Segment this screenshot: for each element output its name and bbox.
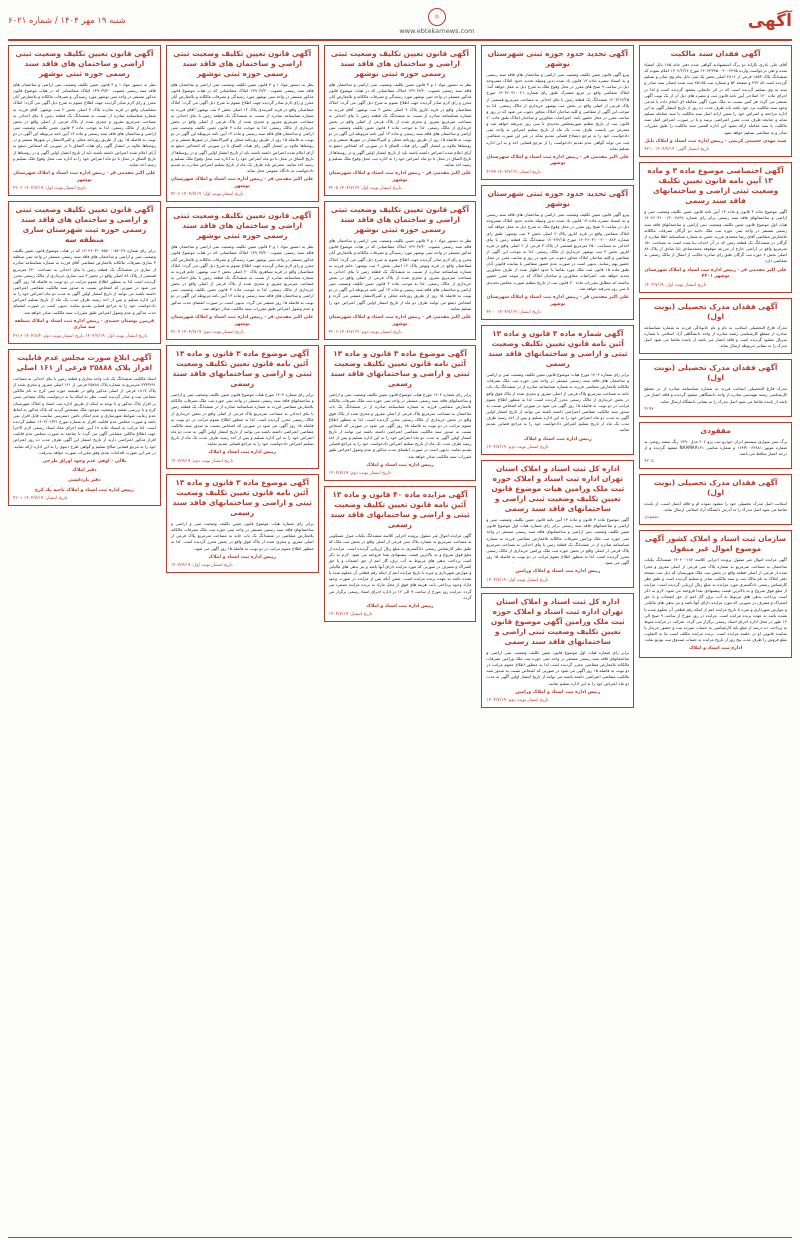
- ad-signature: علی اکبر مقدمی فر - رییس اداره ثبت اسناد و املاک شهرستان نوشهر: [328, 170, 472, 183]
- classified-ad[interactable]: [639, 162, 792, 293]
- ad-extra-signer: دفتر بازداشتی: [68, 478, 101, 484]
- classifieds-column: [639, 45, 792, 1237]
- ad-title: آگهی قانون تعیین تکلیف وضعیت ثبتی اراضی و ساختمان های فاقد سند رسمی حوزه ثبتی نوشهر: [173, 211, 312, 241]
- ad-signature: رییس اداره ثبت اسناد و املاک: [208, 450, 276, 456]
- ad-title: مفقودی: [700, 425, 731, 435]
- classified-ad[interactable]: [639, 45, 792, 157]
- ad-signature: رییس اداره ثبت اسناد و املاک: [366, 603, 434, 609]
- ad-title: آگهی قانون تعیین تکلیف وضعیت ثبتی اراضی و ساختمان های فاقد سند رسمی حوزه ثبتی نوشهر: [15, 49, 154, 78]
- ad-signature: رییس اداره ثبت اسناد و املاک: [524, 436, 592, 442]
- classifieds-column: [8, 45, 161, 1237]
- classified-ad[interactable]: [166, 345, 319, 469]
- classified-ad[interactable]: [639, 298, 792, 355]
- ad-signature: علی اکبر مقدمی فر - رییس اداره ثبت اسناد و املاک شهرستان نوشهر: [328, 314, 472, 327]
- ad-signature: علی اکبر مقدمی فر - رییس اداره ثبت اسناد و املاک شهرستان نوشهر: [171, 177, 314, 189]
- ad-body: برابر رای شماره ۱۴۰۴ مورخ هیات موضوع قانون تعیین تکلیف وضعیت ثبتی و اراضی و ساختمان های فاقد سند رسمی مستقر در واحد ثبتی حوزه ثبت ملک تصرفات مالکانه بلامعارض متقاضی فرزند به شماره شناسنامه صادره از در ششدانگ یک باب خانه به مساحت مترمربع پلاک فرعی از اصلی مفروز و مجزی شده از پلاک فوق واقع در بخش خریداری از مالک رسمی محرز گردیده است. لذا به منظور اطلاع عموم مراتب در دو نوبت به فاصله ۱۵ روز آگهی می شود در صورتی که اشخاص نسبت به صدور سند مالکیت متقاضی اعتراضی داشته باشند می توانند از تاریخ انتشار اولین آگهی به مدت دو ماه اعتراض خود را به این اداره تسلیم و پس از اخذ رسید ظرف مدت یک ماه از تاریخ تسلیم اعتراض دادخواست خود را به مراجع قضایی تقدیم نمایند.: [486, 372, 630, 433]
- ad-title: اداره کل ثبت اسناد و املاک استان تهران اداره ثبت اسناد و املاک حوزه ثبت ملک ورامین آگهی موضوع قانون تعیین تکلیف وضعیت ثبتی اراضی و ساختمانهای فاقد سند رسمی: [490, 596, 625, 646]
- classifieds-column: [481, 45, 634, 1237]
- ad-signature: علی اکبر مقدمی فر - رییس اداره ثبت اسناد و املاک شهرستان نوشهر ۴۲۰۱: [644, 267, 787, 280]
- ad-title: آگهی موضوع ماده ۳ قانون و ماده ۱۳ آئین نامه قانون تعیین تکلیف وضعیت ثبتی و اراضی و ساختمانهای فاقد سند رسمی: [172, 349, 312, 389]
- ad-body: نظر به دستور مواد ۱ و ۳ قانون تعیین تکلیف وضعیت ثبتی اراضی و ساختمان های فاقد سند رسمی مصوب ۱۳۹۰/۹/۲۰ املاک متقاضیانی که در هیات موضوع قانون مذکور مستقر در واحد ثبتی نوشهر مورد رسیدگی و تصرفات مالکانه و بلامعارض آنان محرز و رای لازم صادر گردیده جهت اطلاع عموم به شرح ذیل آگهی می گردد: املاک متقاضیان واقع در قریه سیاهرود پلاک ۲۰ اصلی بخش ۴ ثبت نوشهر: خانم فرزند به شماره شناسنامه صادره از نسبت به ششدانگ یک قطعه زمین با بنای احداثی به مساحت مترمربع مفروز و مجزی شده از پلاک فرعی از اصلی واقع در بخش خریداری از مالک رسمی. لذا به موجب ماده ۳ قانون تعیین تکلیف وضعیت ثبتی اراضی و ساختمان های فاقد سند رسمی و ماده ۱۳ آیین نامه مربوطه این آگهی در دو نوبت به فاصله ۱۵ روز منتشر می گردد. بدیهی است در صورت انقضای مدت مذکور و عدم وصول اعتراض طبق مقررات سند مالکیت صادر خواهد شد.: [170, 244, 314, 311]
- classified-ad[interactable]: [639, 530, 792, 658]
- ad-reference-code: ۴۲۰۱ تاریخ انتشار: ۱۴۰۴/۷/۱۹: [13, 496, 68, 502]
- footer-rule: [8, 1237, 792, 1238]
- ad-body: برابر رای شماره ۱۴۰۴ مورخ هیات موضوع قانون تعیین تکلیف وضعیت ثبتی و اراضی و ساختمانهای فاقد سند رسمی مستقر در واحد ثبتی حوزه ثبت ملک تصرفات مالکانه بلامعارض متقاضی فرزند به شماره شناسنامه صادره از در ششدانگ یک قطعه زمین با بنای احداثی به مساحت مترمربع پلاک فرعی از اصلی واقع در بخش خریداری از مالک رسمی محرز گردیده است. لذا به منظور اطلاع عموم مراتب در دو نوبت به فاصله ۱۵ روز آگهی می شود در صورتی که اشخاص نسبت به صدور سند مالکیت متقاضی اعتراضی داشته باشند می توانند از تاریخ انتشار اولین آگهی به مدت دو ماه اعتراض خود را به این اداره تسلیم و پس از اخذ رسید ظرف مدت یک ماه از تاریخ تسلیم اعتراض دادخواست خود را به مراجع قضایی تقدیم نمایند.: [170, 392, 314, 447]
- ad-reference-code: ۴۲۰۴ تاریخ انتشار نوبت دوم: ۱۴۰۴/۷/۱۹: [170, 330, 244, 336]
- ad-signature: علی اکبر مقدمی فر - رییس اداره ثبت اسناد و املاک شهرستان نوشهر: [486, 294, 629, 307]
- ad-title: آگهی موضوع ماده ۳ قانون و ماده ۱۳ آئین نامه قانون تعیین تکلیف وضعیت ثبتی و اراضی و ساختمانهای فاقد سند رسمی: [172, 478, 312, 517]
- ad-body: مدرک فارغ التحصیلی اینجانب به نام و نام خانوادگی فرزند به شماره شناسنامه صادره از مقطع کارشناسی رشته صادره از واحد دانشگاهی آزاد اسلامی با شماره سریال مفقود گردیده است و فاقد اعتبار می باشد از یابنده تقاضا می شود اصل مدرک را به نشانی مربوطه ارسال نماید.: [644, 324, 787, 349]
- ad-reference-code: ۴۲۰۲ تاریخ انتشار نوبت اول: ۱۴۰۴/۷/۱۹: [13, 186, 86, 192]
- ad-reference-code: تاریخ انتشار نوبت دوم: ۱۴۰۴/۷/۱۹: [170, 459, 234, 465]
- classified-ad[interactable]: [481, 460, 634, 588]
- ad-reference-code: ۴۲۰۰ تاریخ انتشار: ۱۴۰۴/۷/۱۹: [486, 310, 541, 316]
- sun-icon: ☼: [428, 8, 446, 26]
- ad-reference-code: ۴۲۰۳ تاریخ انتشار نوبت اول: ۱۴۰۴/۷/۱۹: [170, 192, 244, 198]
- classified-ad[interactable]: [324, 486, 477, 622]
- ad-reference-code: تاریخ انتشار نوبت دوم: ۱۴۰۴/۷/۱۹: [328, 471, 391, 477]
- classified-ad[interactable]: [324, 45, 477, 196]
- ad-body: برابر رای شماره ۱۴۰۴۶۰۳۱۰۴۵۷۰۰۰۵۴۰۲۷ که در هیات موضوع قانون تعیین تکلیف وضعیت ثبتی و اراضی و ساختمان های فاقد سند رسمی مستقر در واحد ثبتی منطقه ۳ ساری تصرفات مالکانه بلامعارض متقاضی آقای فرزند به شماره شناسنامه صادره از ساری در ششدانگ یک قطعه زمین با بنای احداثی به مساحت ۲۴۰ مترمربع قسمتی از پلاک ۸۸ اصلی واقع در بخش ۳ ثبت ساری خریداری از مالک رسمی محرز گردیده است لذا به منظور اطلاع عموم مراتب در دو نوبت به فاصله ۱۵ روز آگهی می شود در صورتی که اشخاص نسبت به صدور سند مالکیت متقاضی اعتراضی داشته باشند می توانند از تاریخ انتشار اولین آگهی به مدت دو ماه اعتراض خود را به این اداره تسلیم و پس از اخذ رسید ظرف مدت یک ماه از تاریخ تسلیم اعتراض دادخواست خود را به مراجع قضایی تقدیم نمایند. بدیهی است در صورت انقضای مدت مذکور و عدم وصول اعتراض طبق مقررات سند مالکیت صادر خواهد شد.: [13, 248, 156, 315]
- classified-ad[interactable]: [481, 45, 634, 180]
- ad-extra-signer: بلالی - اوهی عدم وجود اوراق طرحی: [42, 458, 127, 464]
- classified-ad[interactable]: [639, 422, 792, 469]
- ad-signature: علی اکبر مقدمی فر - رییس اداره ثبت اسناد و املاک شهرستان نوشهر: [486, 154, 629, 167]
- ad-reference-code: تاریخ انتشار نوبت اول: ۱۴۰۴/۷/۱۹: [170, 563, 233, 569]
- ad-reference-code: تاریخ انتشار: ۱۴۰۴/۷/۱۹: [328, 612, 373, 618]
- ad-body: اسناد مالکیت ششدانگ یک باب واحد تجاری و قطعه زمین با بنای احداثی به مساحت ۲۳۳/۲۹۱ مترمربع به شماره پلاک ۲۵۸۸۸ فرعی از ۱۶۱ اصلی مفروز و مجزی شده از پلاک ۱۸۱۷ فرعی از اصلی مذکور واقع در طبیعیه حوزه ثبتی کرج به نام مالکین مشاعی ثبت و صادر گردیده است. نظر به اینکه بنا به درخواست مالک مشاعی مبنی بر افراز پلاک مذکور و با توجه به اینکه از طریق اداره ثبت اسناد و املاک شهرستان کرج و با بررسی نقشه و وضعیت موجود ملک مشخص گردید که پلاک مذکور به لحاظ عدم رعایت ضوابط شهرسازی و عدم امکان تامین دسترسی مناسب قابل افراز نمی باشد و صورت مجلس عدم قابلیت افراز به شماره مورخ ۱۴۰۴/۰۶/۳۱ تنظیم گردیده است. لذا مراتب به استناد ماده ۱۸ آیین نامه اجرای مفاد اسناد رسمی لازم الاجرا جهت اطلاع مالکین مشاعی آگهی می گردد تا چنانچه به صورت مجلس عدم قابلیت افراز مذکور اعتراضی دارند از تاریخ انتشار این آگهی ظرف مدت ده روز اعتراض خود را به مرجع قضایی صالح تسلیم و گواهی طرح دعوی را به این اداره ارائه نمایند. در غیر این صورت اقدامات بعدی وفق مقررات صورت خواهد پذیرفت.: [13, 376, 156, 455]
- ad-reference-code: ۴۲۰۵ تاریخ انتشار نوبت اول: ۱۴۰۴/۷/۱۹: [328, 186, 402, 192]
- website-url: www.ebtekarnews.com: [399, 26, 475, 35]
- ad-body: آگهی موضوع ماده ۳ قانون و ماده ۱۳ آیین نامه قانون تعیین تکلیف وضعیت ثبتی و اراضی و ساختمانهای فاقد سند رسمی برابر رای شماره ۱۴۰۴۶۰۳۱۰۰۱۳۰۰۲۸۹۶ هیات اول موضوع قانون تعیین تکلیف وضعیت ثبتی اراضی و ساختمانهای فاقد سند رسمی مستقر در واحد ثبتی حوزه ثبت ملک ناحیه دو گرگان تصرفات مالکانه بلامعارض متقاضی آقای رضا محمدی فرزند حسن به شماره شناسنامه ۵۵۶ صادره از گرگان در ششدانگ یک قطعه زمین که در آن احداث بنا شده است به مساحت ۱۵۰ مترمربع واقع در اراضی خارج از مزرعه موقوفه محمدصادق بابا صادق از پلاک ۸۸ اصلی بخش ۴ حوزه ثبت گرگان طبق رای صادره حکایت از انتقال از مالک رسمی به متقاضی دارد.: [644, 209, 788, 264]
- classified-ad[interactable]: [8, 349, 161, 506]
- ad-signature: رییس اداره ثبت اسناد و املاک ناحیه یک کرج: [34, 487, 134, 493]
- ad-body: پیرو آگهی قانون تعیین تکلیف وضعیت ثبتی اراضی و ساختمان های فاقد سند رسمی و به استناد تبصره ماده ۱۳ قانون یاد شده بدین وسیله تحدید حدود املاک مشروحه ذیل در ساعت ۹ صبح های مقرر در محل وقوع ملک به شرح ذیل به عمل خواهد آمد: املاک متقاضی واقع در مرتع مشترک طبق رای شماره ۱۴۰۳۶۰۳۱۰۰۲۱ مورخ ۱۴۰۳/۱۲/۲۵ ششدانگ یک قطعه زمین با بنای احداثی به مساحت مترمربع قسمتی از پلاک فرعی از اصلی واقع در بخش ثبت نوشهر خریداری از مالک رسمی. لذا به موجب این آگهی از متقاضی و کلیه صاحبان املاک مجاور دعوت می شود که در روز و ساعت مقرر در محل حضور یابند. اعتراضات مجاورین و صاحبان املاک طبق ماده ۲۰ قانون ثبت از تاریخ تنظیم صورتمجلس تحدیدی تا سی روز پذیرفته خواهد شد و معترض می بایست ظرف مدت یک ماه از تاریخ تسلیم اعتراض به واحد ثبتی دادخواست خود را به مرجع ذیصلاح قضایی تقدیم نماید در غیر این صورت متقاضی ثبت می تواند گواهی عدم تقدیم دادخواست را از مرجع قضایی اخذ و به این اداره تسلیم نماید.: [486, 71, 630, 151]
- ad-body: نظر به دستور مواد ۱ و ۳ قانون تعیین تکلیف وضعیت ثبتی اراضی و ساختمان های فاقد سند رسمی مصوب ۱۳۹۰/۹/۲۰ املاک متقاضیانی که در هیات موضوع قانون مذکور مستقر در واحد ثبتی نوشهر مورد رسیدگی و تصرفات مالکانه و بلامعارض آنان محرز و رای لازم صادر گردیده جهت اطلاع عموم به شرح ذیل آگهی می گردد: املاک متقاضیان واقع در قریه انارور پلاک ۲ اصلی بخش ۳ ثبت نوشهر: آقای فرزند به شماره شناسنامه صادره از نسبت به ششدانگ یک قطعه زمین با بنای احداثی به مساحت مترمربع مفروز و مجزی شده از پلاک فرعی از اصلی واقع در بخش خریداری از مالک رسمی. لذا به موجب ماده ۳ قانون تعیین تکلیف وضعیت ثبتی اراضی و ساختمان های فاقد سند رسمی و ماده ۱۳ آیین نامه مربوطه این آگهی در دو نوبت به فاصله ۱۵ روز از طریق روزنامه محلی و کثیرالانتشار در شهرها منتشر و در روستاها علاوه بر انتشار آگهی رای هیات الصاق تا در صورتی که اشخاص ذینفع به آرای اعلام شده اعتراض داشته باشند باید از تاریخ انتشار اولین آگهی و در روستاها از تاریخ الصاق در محل تا دو ماه اعتراض خود را به اداره ثبت محل وقوع ملک تسلیم و رسید اخذ نمایند.: [328, 81, 472, 167]
- masthead: [8, 6, 792, 41]
- classified-ad[interactable]: [166, 207, 319, 340]
- ad-reference-code: تاریخ انتشار نوبت دوم: ۱۴۰۴/۷/۱۹: [486, 698, 549, 704]
- classified-ad[interactable]: [324, 201, 477, 340]
- classified-ad[interactable]: [324, 345, 477, 481]
- ad-body: برابر رای شماره هیات اول موضوع قانون تعیین تکلیف وضعیت ثبتی اراضی و ساختمانهای فاقد سند رسمی مستقر در واحد ثبتی حوزه ثبت ملک ورامین تصرفات مالکانه بلامعارض متقاضی محرز گردیده است لذا به منظور اطلاع عموم مراتب در دو نوبت به فاصله ۱۵ روز آگهی می شود در صورتی که اشخاص نسبت به صدور سند مالکیت متقاضی اعتراضی داشته باشند می توانند از تاریخ انتشار اولین آگهی به مدت دو ماه اعتراض خود را به این اداره تسلیم نمایند.: [486, 649, 630, 686]
- ad-title: آگهی اختصاصی موضوع ماده ۳ و ماده ۱۳ آیین نامه قانون تعیین تکلیف وضعیت ثبتی اراضی و ساختمانهای فاقد سند رسمی: [647, 166, 784, 206]
- masthead-center: [126, 8, 748, 35]
- ad-title: آگهی ابلاغ صورت مجلس عدم قابلیت افراز پلاک ۲۵۸۸۸ فرعی از ۱۶۱ اصلی: [16, 353, 152, 373]
- classified-ad[interactable]: [166, 474, 319, 573]
- classified-ad[interactable]: [481, 325, 634, 455]
- ad-title: آگهی قانون تعیین تکلیف وضعیت ثبتی اراضی و ساختمان های فاقد سند رسمی حوزه ثبتی نوشهر: [173, 49, 312, 78]
- classifieds-column: [324, 45, 477, 1237]
- classified-ad[interactable]: [8, 201, 161, 344]
- ad-body: آقای علی نادری باارائه دو برگ استشهادیه گواهی شده دفتر خانه ۱۸۵ بابل امضاء شده و طی درخواست وارده ۱۴۰۴۳۳۳۵۰۰۲۰۰۲۲۲۵ مورخ ۱۴۰۴/۶/۲۶ اعلام نموده که ششدانگ پلاک ۱۸۵۳ فرعی از ۲۸۱۶ اصلی بخش یک ثبتی بابل بنام وی صادر و تسلیم گردیده است که ۲۷۲ و صفحه ۵۲ و شماره ثبت ۲۵۱۸۵ ثبت شده ایشان سند صادر و سند به وی تسلیم گردیده است که در اثر جابجایی مفقود گردیده است و لذا در اجرای ماده ۱۲۰ اصلاحی آیین نامه قانون ثبت و تبصره های ذیل آن از یک نوبت آگهی منتشر می گردد هر کس نسبت به ملک مورد آگهی معامله ای انجام داده یا مدعی وجود سند مالکیت نزد خود باشد باید ظرف مدت ده روز از تاریخ انتشار آگهی به این اداره مراجعه و اعتراض خود را ضمن ارائه اصل سند مالکیت یا سند معامله تسلیم نماید و چنانچه ظرف مدت مقرر اعتراضی نرسد و یا در صورت اعتراض اصل سند مالکیت یا سند معامله ارائه نشود این اداره المثنی سند مالکیت را طبق مقررات صادر و به متقاضی تسلیم خواهد نمود.: [644, 61, 788, 135]
- ad-reference-code: ۴۲۱۰ تاریخ انتشار آگهی: ۱۴۰۴/۷/۱۹: [644, 147, 710, 153]
- ad-body: برابر رای شماره ۱۴۰۴ مورخ هیات موضوع قانون تعیین تکلیف وضعیت ثبتی و اراضی و ساختمانهای فاقد سند رسمی مستقر در واحد ثبتی حوزه ثبت ملک تصرفات مالکانه بلامعارض متقاضی فرزند به شماره شناسنامه صادره از در ششدانگ یک باب ساختمان به مساحت مترمربع پلاک فرعی از اصلی مفروز و مجزی شده از پلاک فوق واقع در بخش خریداری از مالک رسمی محرز گردیده است. لذا به منظور اطلاع عموم مراتب در دو نوبت به فاصله ۱۵ روز آگهی می شود در صورتی که اشخاص نسبت به صدور سند مالکیت متقاضی اعتراضی داشته باشند می توانند از تاریخ انتشار اولین آگهی به مدت دو ماه اعتراض خود را به این اداره تسلیم و پس از اخذ رسید ظرف مدت یک ماه از تاریخ تسلیم اعتراض دادخواست خود را به مراجع قضایی تقدیم نمایند. بدیهی است در صورت انقضای مدت مذکور و عدم وصول اعتراض طبق مقررات سند مالکیت صادر خواهد شد.: [328, 392, 472, 459]
- ad-title: آگهی فقدان سند مالکیت: [670, 49, 761, 58]
- ad-title: سازمان ثبت اسناد و املاک کشور آگهی موضوع اموال غیر منقول: [645, 534, 787, 554]
- ad-body: آگهی مزایده اموال غیر منقول پرونده اجرایی کلاسه ۱۴۰۲۰۰۱۸۷ ششدانگ یکباب ساختمان به مساحت مترمربع به شماره پلاک ثبتی فرعی از اصلی مفروز و مجزا شده از فرعی از اصلی قطعه واقع در بخش ثبت ملک شهرستان که ذیل ثبت صفحه دفتر املاک به نام مالک ثبت و سند مالکیت صادر و تسلیم گردیده است و طبق نظر کارشناس رسمی دادگستری مورد مزایده به مبلغ ریال ارزیابی گردیده است. مزایده از مبلغ فوق شروع و به بالاترین قیمت پیشنهادی نقدا فروخته می شود. لازم به ذکر است پرداخت بدهی های مربوط به آب، برق، گاز اعم از حق انشعاب و یا حق اشتراک و مصرف در صورتی که مورد مزایده دارای آنها باشد و نیز بدهی های مالیاتی و عوارض شهرداری و غیره تا تاریخ مزایده اعم از اینکه رقم قطعی آن معلوم شده یا نشده باشد به عهده برنده مزایده است. مزایده در روز مورخ از ساعت ۹ صبح الی ۱۲ ظهر در محل اداره اجرای اسناد رسمی برگزار می گردد. شرکت در مزایده منوط به پرداخت ده درصد از مبلغ پایه کارشناسی به حساب سپرده ثبت و حضور خریدار یا نماینده قانونی او در جلسه مزایده است. برنده مزایده مکلف است ما به التفاوت مبلغ فروش را ظرف مدت پنج روز از تاریخ مزایده به حساب صندوق ثبت تودیع نماید.: [644, 557, 787, 643]
- ad-reference-code: ۴۲۱۶ تاریخ انتشار نوبت اول: ۱۴۰۴/۷/۱۹ تاریخ انتشار نوبت دوم: ۱۴۰۴/۸/۴: [13, 334, 148, 340]
- ad-extra-signer: دفتر املاک: [72, 468, 97, 474]
- classifieds-grid: [8, 45, 792, 1237]
- ad-title: آگهی قانون تعیین تکلیف وضعیت ثبتی اراضی و ساختمان های فاقد سند رسمی حوزه ثبتی نوشهر: [331, 49, 469, 78]
- classified-ad[interactable]: [481, 185, 634, 320]
- ad-body: آگهی مزایده اموال غیر منقول پرونده اجرایی کلاسه ششدانگ یکباب منزل مسکونی به مساحت مترمربع به شماره پلاک ثبتی فرعی از اصلی واقع در بخش ثبت ملک که طبق نظر کارشناس رسمی دادگستری به مبلغ ریال ارزیابی گردیده است. مزایده از مبلغ فوق شروع و به بالاترین قیمت پیشنهادی نقدا فروخته می شود. لازم به ذکر است پرداخت بدهی های مربوط به آب، برق، گاز اعم از حق انشعاب و یا حق اشتراک و مصرف در صورتی که مورد مزایده دارای آنها باشد و نیز بدهی های مالیاتی و عوارض شهرداری و غیره تا تاریخ مزایده اعم از اینکه رقم قطعی آن معلوم شده یا نشده باشد به عهده برنده مزایده است. ضمن آنکه پس از مزایده در صورت وجود مازاد وجوه پرداختی بابت هزینه های فوق از محل مازاد به برنده مزایده مسترد می گردد. مزایده روز مورخ از ساعت ۹ الی ۱۲ در اداره اجرای اسناد رسمی برگزار می گردد.: [328, 533, 472, 600]
- ad-reference-code: ۴۲۰۵: [644, 459, 654, 465]
- ad-title: آگهی شماره ماده ۳ قانون و ماده ۱۳ آئین نامه قانون تعیین تکلیف وضعیت ثبتی و اراضی و ساختمانهای فاقد سند رسمی: [488, 329, 628, 369]
- ad-title: آگهی فقدان مدرک تحصیلی (نوبت اول): [653, 478, 778, 498]
- newspaper-logo: آگهی: [747, 11, 792, 31]
- ad-signature: علی اکبر مقدمی فر - رییس اداره ثبت اسناد و املاک شهرستان نوشهر: [171, 314, 314, 327]
- ad-signature: رییس اداره ثبت اسناد و املاک: [366, 462, 434, 468]
- ad-body: برابر رای شماره هیات موضوع قانون تعیین تکلیف وضعیت ثبتی و اراضی و ساختمانهای فاقد سند رسمی مستقر در واحد ثبتی حوزه ثبت ملک تصرفات مالکانه بلامعارض متقاضی در ششدانگ یک باب خانه به مساحت مترمربع پلاک فرعی از اصلی مفروز و مجزی شده از پلاک فوق واقع در بخش محرز گردیده است. لذا به منظور اطلاع عموم مراتب در دو نوبت به فاصله ۱۵ روز آگهی می شود.: [170, 520, 314, 551]
- ad-title: اداره کل ثبت اسناد و املاک استان تهران اداره ثبت اسناد و املاک حوزه ثبت ملک ورامین هیات موضوع قانون تعیین تکلیف وضعیت ثبتی اراضی و ساختمانهای فاقد سند رسمی: [491, 464, 625, 514]
- ad-body: نظر به دستور مواد ۱ و ۳ قانون تعیین تکلیف وضعیت ثبتی اراضی و ساختمان های فاقد سند رسمی مصوب ۱۳۹۰/۹/۲۰ املاک متقاضیانی که در هیات موضوع قانون مذکور مستقر در واحد ثبتی نوشهر مورد رسیدگی و تصرفات مالکانه و بلامعارض آنان محرز و رای لازم صادر گردیده جهت اطلاع عموم به شرح ذیل آگهی می گردد: املاک متقاضیان واقع در قریه کمربندی پلاک ۱۲ اصلی بخش ۳ ثبت نوشهر: آقای فرزند به شماره شناسنامه صادره از نسبت به ششدانگ یک قطعه زمین با بنای احداثی به مساحت مترمربع مفروز و مجزی شده از پلاک فرعی از اصلی واقع در بخش خریداری از مالک رسمی. لذا به موجب ماده ۳ قانون تعیین تکلیف وضعیت ثبتی اراضی و ساختمان های فاقد سند رسمی و ماده ۱۳ آیین نامه مربوطه این آگهی در دو نوبت به فاصله ۱۵ روز از طریق روزنامه محلی و کثیرالانتشار در شهرها منتشر و در روستاها علاوه بر انتشار آگهی رای هیات الصاق تا در صورتی که اشخاص ذینفع به آرای اعلام شده اعتراض داشته باشند باید از تاریخ انتشار اولین آگهی و در روستاها از تاریخ الصاق در محل تا دو ماه اعتراض خود را به اداره ثبت محل وقوع ملک تسلیم و رسید اخذ نمایند. معترض باید ظرف یک ماه از تاریخ تسلیم اعتراض مبادرت به تقدیم دادخواست به دادگاه عمومی محل نماید.: [170, 81, 314, 173]
- ad-title: آگهی فقدان مدرک تحصیلی (نوبت اول): [653, 363, 778, 383]
- ad-title: آگهی تحدید حدود حوزه ثبتی شهرستان نوشهر: [487, 49, 629, 68]
- ad-title: آگهی قانون تعیین تکلیف وضعیت ثبتی اراضی و ساختمان های فاقد سند رسمی حوزه ثبتی نوشهر: [331, 205, 469, 235]
- ad-title: آگهی تحدید حدود حوزه ثبتی شهرستان نوشهر: [487, 189, 629, 209]
- classified-ad[interactable]: [639, 359, 792, 416]
- ad-reference-code: تاریخ انتشار نوبت اول: ۱۴۰۴/۷/۱۹: [486, 577, 549, 583]
- classified-ad[interactable]: [166, 45, 319, 202]
- ad-body: پیرو آگهی قانون تعیین تکلیف وضعیت ثبتی اراضی و ساختمان های فاقد سند رسمی و به استناد تبصره ماده ۱۳ قانون یاد شده بدین وسیله تحدید حدود املاک مشروحه ذیل در ساعت ۹ صبح روز مقرر در محل وقوع ملک به شرح ذیل به عمل خواهد آمد. املاک متقاضی واقع در قریه انارور پلاک ۲ اصلی بخش ۳ ثبت نوشهر: طبق رای شماره ۱۴۰۴۶۰۳۱۰۰۲۰۰۰۸۸۳ مورخ ۱۴۰۴/۴/۱۵ ششدانگ یک قطعه زمین با بنای احداثی به مساحت ۲۵۰ مترمربع قسمتی از پلاک ۳ فرعی از ۲ اصلی واقع در قریه انارور بخش ۳ ثبت نوشهر خریداری از مالک رسمی. لذا به موجب این آگهی از متقاضی و کلیه صاحبان املاک مجاور دعوت می شود در روز و ساعت مقرر در محل حضور بهم رسانند. بدیهی است در صورت عدم حضور متقاضی یا نماینده قانونی آنان طبق ماده ۱۵ قانون ثبت ملک مورد تقاضا با حدود اظهار شده از طرف مجاورین تحدید خواهد شد. اعتراضات مجاورین و صاحبان املاک که در موعد مقرر حضور نداشته اند مطابق مقررات ماده ۲۰ قانون ثبت از تاریخ تنظیم صورت مجلس تحدیدی تا سی روز پذیرفته خواهد شد.: [486, 212, 630, 291]
- classified-ad[interactable]: [639, 474, 792, 525]
- ad-body: نظر به دستور مواد ۱ و ۳ قانون تعیین تکلیف وضعیت ثبتی اراضی و ساختمان های فاقد سند رسمی مصوب ۱۳۹۰/۹/۲۰ املاک متقاضیانی که در هیات موضوع قانون مذکور مستقر در واحد ثبتی نوشهر مورد رسیدگی و تصرفات مالکانه و بلامعارض آنان محرز و رای لازم صادر گردیده جهت اطلاع عموم به شرح ذیل آگهی می گردد: املاک متقاضیان واقع در قریه نجارده پلاک ۳ اصلی بخش ۲ ثبت نوشهر: آقای فرزند به شماره شناسنامه صادره از نسبت به ششدانگ یک قطعه زمین با بنای احداثی به مساحت مترمربع مفروز و مجزی شده از پلاک فرعی از اصلی واقع در بخش خریداری از مالک رسمی. لذا به موجب ماده ۳ قانون تعیین تکلیف وضعیت ثبتی اراضی و ساختمان های فاقد سند رسمی و ماده ۱۳ آیین نامه مربوطه این آگهی در دو نوبت به فاصله ۱۵ روز از طریق روزنامه محلی و کثیرالانتشار در شهرها منتشر و در روستاها علاوه بر انتشار آگهی رای هیات الصاق تا در صورتی که اشخاص ذینفع به آرای اعلام شده اعتراض داشته باشند باید از تاریخ انتشار اولین آگهی و در روستاها از تاریخ الصاق در محل تا دو ماه اعتراض خود را به اداره ثبت محل وقوع ملک تسلیم و رسید اخذ نمایند.: [13, 81, 156, 167]
- ad-reference-code: ۴۱۹۹ تاریخ انتشار: ۱۴۰۴/۷/۱۹: [486, 170, 541, 176]
- ad-body: نظر به دستور مواد ۱ و ۳ قانون تعیین تکلیف وضعیت ثبتی اراضی و ساختمان های فاقد سند رسمی مصوب ۱۳۹۰/۹/۲۰ املاک متقاضیانی که در هیات موضوع قانون مذکور مستقر در واحد ثبتی نوشهر مورد رسیدگی و تصرفات مالکانه و بلامعارض آنان محرز و رای لازم صادر گردیده جهت اطلاع عموم به شرح ذیل آگهی می گردد: املاک متقاضیان واقع در قریه ونوش پلاک ۱۲ اصلی بخش ۴ ثبت نوشهر: خانم فرزند به شماره شناسنامه صادره از نسبت به ششدانگ یک قطعه زمین با بنای احداثی به مساحت مترمربع مفروز و مجزی شده از پلاک فرعی از اصلی واقع در بخش خریداری از مالک رسمی. لذا به موجب ماده ۳ قانون تعیین تکلیف وضعیت ثبتی اراضی و ساختمان های فاقد سند رسمی و ماده ۱۳ آیین نامه مربوطه این آگهی در دو نوبت به فاصله ۱۵ روز از طریق روزنامه محلی و کثیرالانتشار منتشر می گردد و اشخاص ذینفع می توانند ظرف دو ماه از تاریخ انتشار اولین آگهی اعتراض خود را تسلیم نمایند.: [328, 238, 472, 311]
- ad-body: برگ سبز سواری سیستم ایران خودرو تیپ پژو ۲۰۶ مدل ۱۳۹۰ رنگ سفید روغنی به شماره موتور ۱۶۴A۰۰۶۳۸۸۱ و شماره شاسی NAAMAA۱۲۱ مفقود گردیده و از درجه اعتبار ساقط می باشد.: [644, 438, 788, 457]
- ad-body: آگهی موضوع ماده ۳ قانون و ماده ۱۳ آیین نامه قانون تعیین تکلیف وضعیت ثبتی و اراضی و ساختمانهای فاقد سند رسمی برابر رای شماره هیات اول موضوع قانون تعیین تکلیف وضعیت ثبتی اراضی و ساختمانهای فاقد سند رسمی مستقر در واحد ثبتی حوزه ثبت ملک ورامین تصرفات مالکانه بلامعارض متقاضی فرزند به شماره شناسنامه صادره از در ششدانگ یک قطعه زمین با بنای احداثی به مساحت مترمربع پلاک فرعی از اصلی واقع در بخش حوزه ثبت ملک ورامین خریداری از مالک رسمی محرز گردیده است. لذا به منظور اطلاع عموم مراتب در دو نوبت به فاصله ۱۵ روز آگهی می شود.: [486, 517, 630, 566]
- issue-date: شنبه ۱۹ مهر ۱۴۰۴ / شماره ۶۰۲۱: [8, 16, 126, 26]
- ad-signature: سید مهدی حسینی کریمی - رییس اداره ثبت اسناد و املاک بابل: [644, 138, 787, 144]
- ad-reference-code: مفقودی: [644, 515, 659, 521]
- ad-reference-code: ۴۱۹۷: [644, 406, 654, 412]
- ad-reference-code: ۴۲۰۶ تاریخ انتشار نوبت دوم: ۱۴۰۴/۷/۱۹: [328, 330, 402, 336]
- ad-signature: فریبرز بوستان حمیدی - رییس اداره ثبت اسناد و املاک منطقه سه ساری: [14, 318, 155, 331]
- classified-ad[interactable]: [8, 45, 161, 196]
- ad-signature: رییس اداره ثبت اسناد و املاک: [208, 554, 276, 560]
- ad-body: اینجانب اصل مدرک تحصیلی خود را مفقود نموده ام و فاقد اعتبار است. از یابنده تقاضا می شود اصل مدرک را به آدرس دانشگاه آزاد اسلامی ارسال نماید.: [644, 501, 787, 513]
- classifieds-column: [166, 45, 319, 1237]
- ad-signature: علی اکبر مقدمی فر - رییس اداره ثبت اسناد و املاک شهرستان نوشهر: [13, 170, 156, 183]
- ad-title: آگهی قانون تعیین تکلیف وضعیت ثبتی و اراضی و ساختمان های فاقد سند رسمی حوزه ثبت شهرستان ساری منطقه سه: [15, 205, 154, 245]
- ad-reference-code: تاریخ انتشار نوبت اول: ۱۴۰۴/۷/۱۹: [644, 282, 707, 288]
- ad-signature: رییس اداره ثبت اسناد و املاک ورامین: [515, 689, 601, 695]
- ad-signature: اداره ثبت اسناد و املاک: [688, 646, 743, 652]
- ad-title: آگهی فقدان مدرک تحصیلی (نوبت اول): [653, 301, 778, 321]
- classified-ad[interactable]: [481, 593, 634, 708]
- ad-title: آگهی مزایده ماده ۴۰ قانون و ماده ۱۳ آئین نامه قانون تعیین تکلیف وضعیت ثبتی و اراضی و ساختمانهای فاقد سند رسمی: [330, 490, 470, 530]
- ad-body: مدرک فارغ التحصیلی اینجانب فرزند به شماره شناسنامه صادره از در مقطع کارشناسی رشته مهندسی صادره از واحد دانشگاهی مفقود گردیده و فاقد اعتبار می باشد از یابنده تقاضا می شود اصل مدرک را به نشانی دانشگاه ارسال نماید.: [644, 386, 787, 404]
- ad-title: آگهی موضوع ماده ۳ قانون و ماده ۱۳ آئین نامه قانون تعیین تکلیف وضعیت ثبتی و اراضی و ساختمانهای فاقد سند رسمی: [330, 349, 470, 389]
- ad-reference-code: تاریخ انتشار نوبت دوم: ۱۴۰۴/۷/۱۹: [486, 445, 549, 451]
- ad-signature: رییس اداره ثبت اسناد و املاک ورامین: [515, 569, 601, 575]
